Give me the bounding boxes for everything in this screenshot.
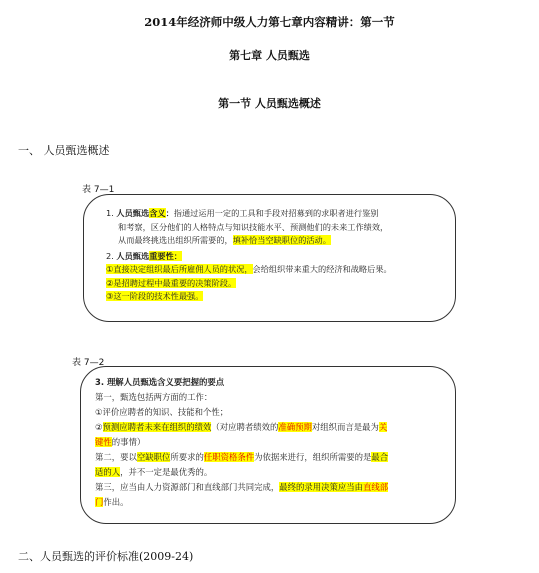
importance-point-3: ③这一阶段的技术性最强。 — [106, 291, 204, 301]
point-line-4: 键性的事情） — [95, 437, 146, 447]
definition-line-1: 1. 人员甄选含义：指通过运用一定的工具和手段对招募到的求职者进行鉴别 — [106, 208, 379, 218]
point-line-3: ②预测应聘者未来在组织的绩效（对应聘者绩效的准确预期对组织而言是最为关 — [95, 422, 388, 432]
table2-label: 表 7—2 — [72, 358, 105, 368]
point-line-7: 第三，应当由人力资源部门和直线部门共同完成，最终的录用决策应当由直线部 — [95, 482, 389, 492]
definition-term-highlight: 含义 — [149, 208, 166, 218]
importance-point-1: ①直接决定组织最后所雇佣人员的状况，会给组织带来重大的经济和战略后果。 — [106, 264, 392, 274]
point-line-1: 第一，甄选包括两方面的工作： — [95, 392, 213, 402]
table1-label: 表 7—1 — [82, 185, 115, 195]
definition-highlight: 填补恰当空缺职位的活动。 — [232, 235, 331, 245]
chapter-title: 第七章 人员甄选 — [229, 49, 310, 62]
heading-overview: 一、 人员甄选概述 — [18, 144, 110, 157]
points-heading: 3. 理解人员甄选含义要把握的要点 — [95, 377, 225, 387]
heading-evaluation-criteria: 二、人员甄选的评价标准(2009-24) — [18, 550, 194, 563]
definition-term: 人员甄选 — [116, 208, 150, 218]
point-line-2: ①评价应聘者的知识、技能和个性； — [95, 407, 229, 417]
point-line-6: 适的人，并不一定是最优秀的。 — [95, 467, 213, 477]
table2-box — [80, 366, 456, 524]
definition-line-3: 从而最终挑选出组织所需要的，填补恰当空缺职位的活动。 — [118, 235, 331, 245]
importance-point-2: ②是招聘过程中最重要的决策阶段。 — [106, 277, 237, 288]
definition-line-2: 和考察，区分他们的人格特点与知识技能水平、预测他们的未来工作绩效， — [118, 221, 389, 232]
table1-box — [83, 194, 456, 322]
document-title: 2014年经济师中级人力第七章内容精讲：第一节 — [144, 15, 395, 29]
point-line-8: 门作出。 — [95, 497, 129, 507]
point-line-5: 第二，要以空缺职位所要求的任职资格条件为依据来进行，组织所需要的是最合 — [95, 452, 389, 462]
section-title: 第一节 人员甄选概述 — [218, 97, 321, 110]
importance-heading: 2. 人员甄选重要性： — [106, 250, 182, 261]
